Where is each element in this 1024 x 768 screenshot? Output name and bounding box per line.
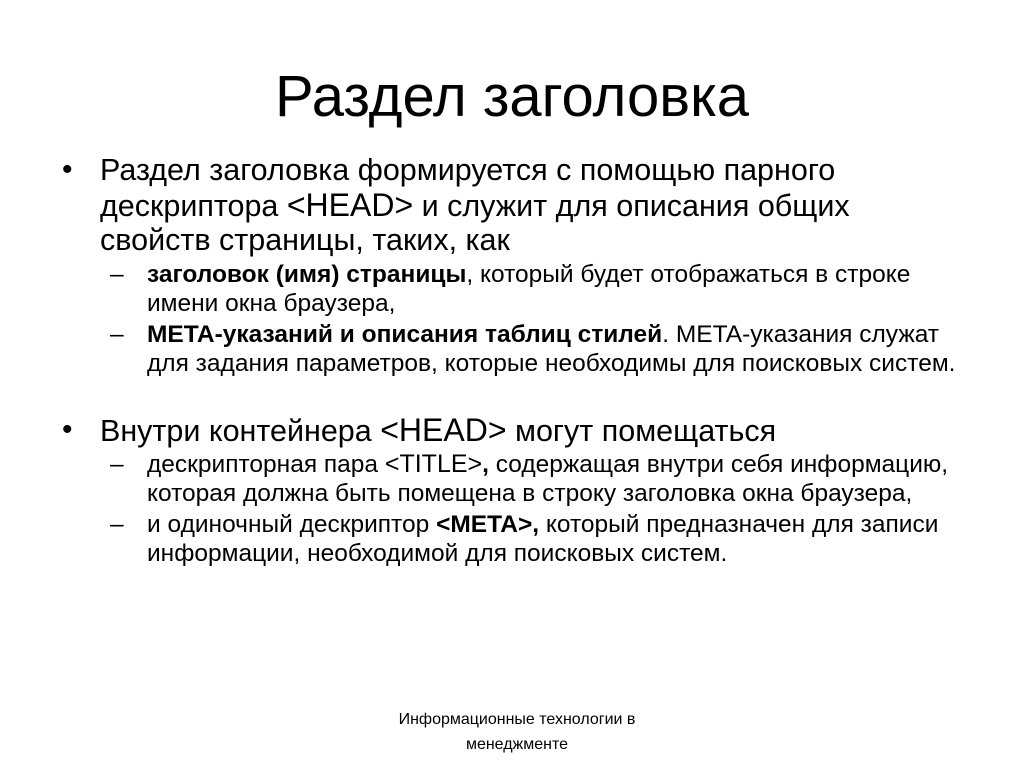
sub-item-title-tag: [62, 450, 962, 508]
slide-footer: [362, 707, 672, 757]
sub-item-meta: [62, 320, 962, 378]
sub-item-text: дескрипторная пара: [147, 451, 385, 478]
title-tag: <TITLE>: [384, 450, 483, 478]
dash-icon: –: [110, 511, 124, 538]
sub-item-text: который предназначен для записи информации, необходимой для поисковых систем.: [147, 511, 939, 567]
sub-item-bold-text: заголовок (имя) страницы: [147, 260, 467, 288]
bullet-icon: •: [62, 412, 73, 446]
bullet-text: и служит для описания общих свойств страницы, таких, как: [100, 188, 850, 257]
dash-icon: –: [110, 451, 124, 478]
sub-item-meta-tag: [62, 510, 962, 568]
slide-content: [62, 153, 962, 568]
bullet-text: Внутри контейнера: [100, 413, 381, 448]
meta-tag: <META>: [436, 511, 533, 538]
slide-title: Раздел заголовка: [275, 64, 749, 129]
sub-item-comma: ,: [532, 511, 540, 538]
sub-item-text: и одиночный дескриптор: [147, 511, 437, 538]
head-tag: <HEAD>: [380, 411, 507, 448]
head-tag: <HEAD>: [286, 186, 414, 223]
sub-item-text: . META-указания служат для задания параметров, которые необходимы для поисковых систем.: [147, 320, 956, 377]
footer-line: Информационные технологии в: [398, 711, 636, 728]
dash-icon: –: [110, 260, 124, 288]
bullet-item-head-container: [62, 413, 962, 449]
sub-item-bold-text: META-указаний и описания таблиц стилей: [147, 320, 663, 348]
sub-item-page-title: [62, 260, 962, 318]
bullet-text: Раздел заголовка формируется с помощью парного дескриптора: [100, 153, 836, 223]
dash-icon: –: [110, 320, 124, 348]
footer-line: менеджменте: [465, 736, 569, 753]
sub-item-text: , который будет отображаться в строке имени окна браузера,: [147, 260, 911, 317]
bullet-item-head-section: [62, 153, 962, 258]
sub-item-text: содержащая внутри себя информацию, которая должна быть помещена в строку заголовка окна браузера,: [147, 451, 949, 507]
bullet-icon: •: [62, 153, 73, 186]
bullet-text: могут помещаться: [506, 413, 777, 448]
sub-item-comma: ,: [482, 451, 489, 478]
